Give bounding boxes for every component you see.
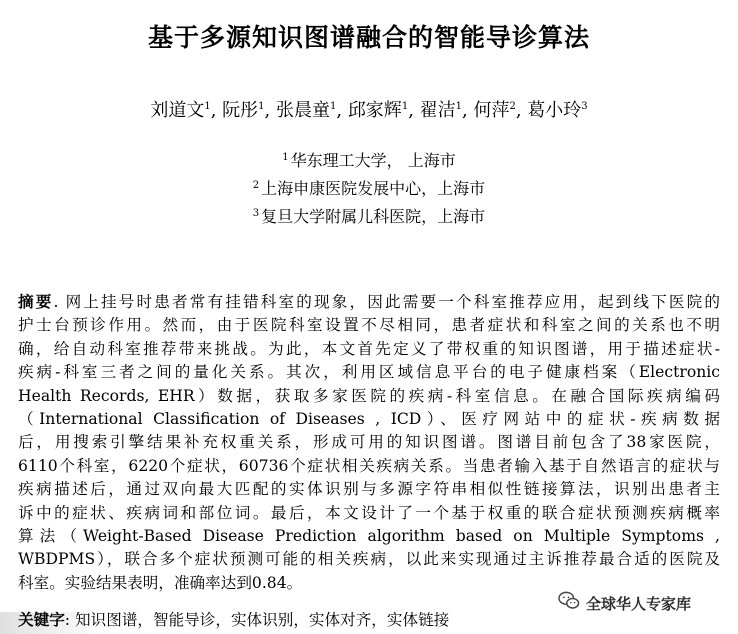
author-name: 刘道文 (150, 100, 205, 121)
abstract-line-text: Health Records, EHR）数据，获取多家医院的疾病-科室信息。在融合国际疾病编码 (18, 386, 720, 405)
abstract-line-text: 科室。实验结果表明，准确率达到0.84。 (18, 573, 303, 592)
abstract-line-text: 确，给自动科室推荐带来挑战。为此，本文首先定义了带权重的知识图谱，用于描述症状- (18, 339, 720, 358)
abstract-line-text: 疾病描述后，通过双向最大匹配的实体识别与多源字符串相似性链接算法，识别出患者主 (18, 480, 720, 499)
author-affiliation-mark: 1 (455, 101, 463, 112)
affiliation-mark: 3 (252, 208, 260, 219)
author-name: 葛小玲 (527, 100, 582, 121)
author-affiliation-mark: 1 (329, 101, 337, 112)
abstract-line (18, 291, 720, 314)
abstract-line-text: WBDPMS），联合多个症状预测可能的相关疾病，以此来实现通过主诉推荐最合适的医院及 (18, 550, 720, 569)
abstract-line-text: 疾病-科室三者之间的量化关系。其次，利用区域信息平台的电子健康档案（Electronic (18, 363, 720, 382)
abstract-line-text: （International Classification of Diseases , ICD）、医疗网站中的症状-疾病数据 (18, 410, 720, 429)
abstract-line (18, 548, 720, 571)
abstract (18, 291, 720, 595)
watermark-text: 全球华人专家库 (586, 594, 692, 613)
affiliation-mark: 1 (282, 152, 289, 163)
affiliation-item (0, 145, 738, 173)
author-affiliation-mark: 1 (204, 101, 211, 112)
author-affiliation-mark: 1 (258, 101, 265, 112)
abstract-line-text: 后，用搜索引擎结果补充权重关系，形成可用的知识图谱。图谱目前包含了38家医院， (18, 433, 720, 452)
author-affiliation-mark: 2 (509, 101, 516, 112)
abstract-label: 摘要 (18, 293, 54, 311)
affiliation-item (0, 173, 738, 201)
abstract-line (18, 408, 720, 431)
abstract-line (18, 385, 720, 408)
affiliation-item (0, 201, 738, 229)
abstract-line (18, 314, 720, 337)
keywords-text: : 知识图谱，智能导诊，实体识别，实体对齐，实体链接 (64, 611, 450, 629)
abstract-line (18, 502, 720, 525)
corner-watermark (0, 612, 90, 634)
author-name: 何萍 (473, 100, 510, 121)
affiliation-text: 华东理工大学， 上海市 (290, 151, 456, 170)
author-list: 刘道文$^1$, 阮彤$^1$, 张晨童$^1$, 邱家辉$^1$, 翟洁$^1$, 何萍$^2$, 葛小玲$^3$ (150, 100, 588, 121)
affiliation-text: 上海申康医院发展中心，上海市 (261, 179, 486, 198)
author-name: 张晨童 (275, 100, 330, 121)
abstract-line (18, 525, 720, 548)
abstract-line (18, 338, 720, 361)
affiliation-text: 复旦大学附属儿科医院，上海市 (261, 207, 486, 226)
abstract-line-text: 诉中的症状、疾病词和部位词。最后，本文设计了一个基于权重的联合症状预测疾病概率 (18, 503, 720, 522)
affiliation-list (0, 145, 738, 229)
abstract-line-text: 算法（Weight-Based Disease Prediction algorithm based on Multiple Symptoms , (18, 527, 720, 546)
abstract-line (18, 478, 720, 501)
paper-title: 基于多源知识图谱融合的智能导诊算法 (147, 23, 590, 52)
author-name: 邱家辉 (347, 100, 402, 121)
affiliation-mark: 2 (252, 180, 260, 191)
author-name: 阮彤 (222, 100, 259, 121)
abstract-line (18, 455, 720, 478)
wechat-icon (558, 591, 580, 615)
author-name: 翟洁 (419, 100, 456, 121)
abstract-line-text: . 网上挂号时患者常有挂错科室的现象，因此需要一个科室推荐应用，起到线下医院的 (53, 293, 720, 311)
abstract-line-text: 6110个科室，6220个症状，60736个症状相关疾病关系。当患者输入基于自然语言的症状与 (18, 456, 720, 475)
abstract-line-text: 护士台预诊作用。然而，由于医院科室设置不尽相同，患者症状和科室之间的关系也不明 (18, 316, 720, 335)
wechat-watermark (558, 592, 691, 614)
author-affiliation-mark: 1 (401, 101, 409, 112)
author-affiliation-mark: 3 (581, 101, 588, 112)
abstract-line (18, 431, 720, 454)
abstract-line (18, 361, 720, 384)
keywords-label: 关键字 (18, 611, 65, 629)
